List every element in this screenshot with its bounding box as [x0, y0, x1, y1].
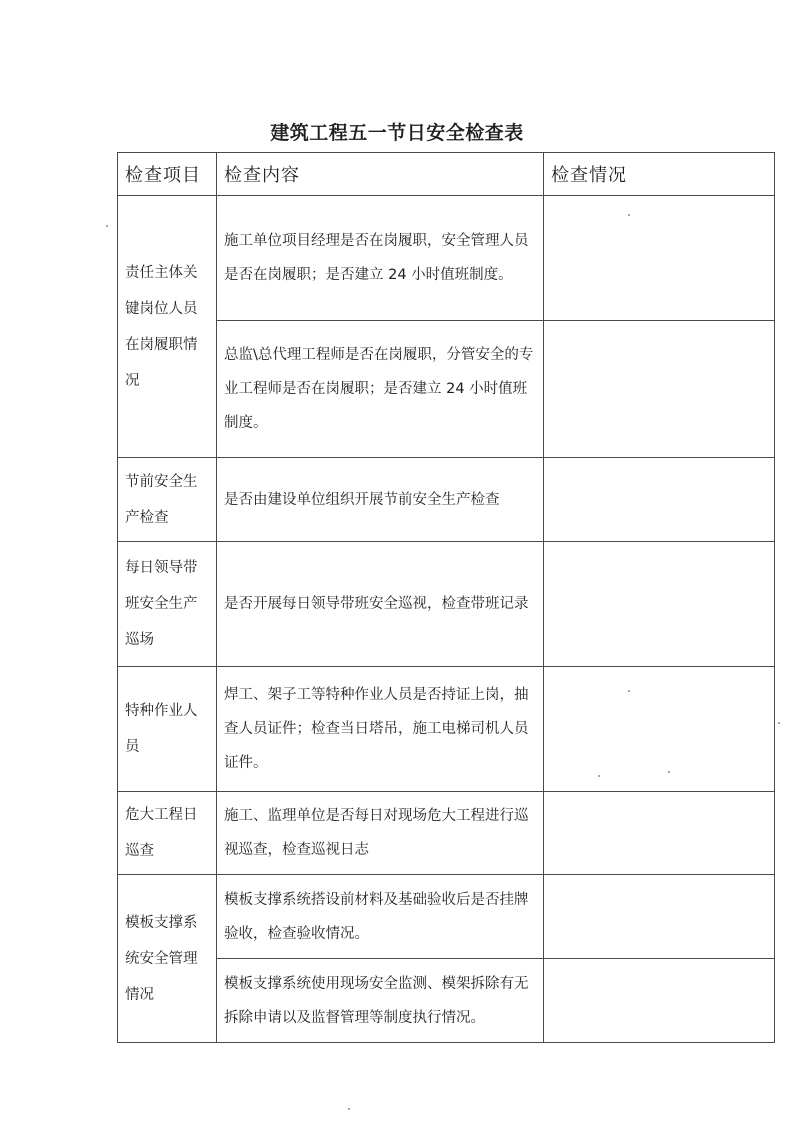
- safety-check-table: [117, 152, 775, 1043]
- check-item-cell: 特种作业人员: [118, 667, 217, 792]
- check-status-cell[interactable]: [544, 542, 775, 667]
- check-status-cell[interactable]: [544, 959, 775, 1043]
- check-content-cell: 是否开展每日领导带班安全巡视，检查带班记录: [217, 542, 544, 667]
- check-content-cell: 模板支撑系统搭设前材料及基础验收后是否挂牌验收，检查验收情况。: [217, 875, 544, 959]
- scan-speck: [668, 771, 670, 773]
- scan-speck: [628, 690, 630, 692]
- check-item-cell: 节前安全生产检查: [118, 458, 217, 542]
- table-row: [118, 458, 775, 542]
- table-row: [118, 959, 775, 1043]
- check-item-cell: 模板支撑系统安全管理情况: [118, 875, 217, 1043]
- check-item-cell: 危大工程日巡查: [118, 792, 217, 875]
- scan-speck: [598, 775, 600, 777]
- header-check-content: 检查内容: [217, 153, 544, 196]
- header-check-item: 检查项目: [118, 153, 217, 196]
- scan-speck: [778, 722, 780, 724]
- check-content-cell: 是否由建设单位组织开展节前安全生产检查: [217, 458, 544, 542]
- check-content-cell: 施工单位项目经理是否在岗履职，安全管理人员是否在岗履职；是否建立 24 小时值班制度。: [217, 196, 544, 321]
- table-header-row: [118, 153, 775, 196]
- check-status-cell[interactable]: [544, 792, 775, 875]
- scan-speck: [348, 1108, 350, 1110]
- check-content-cell: 施工、监理单位是否每日对现场危大工程进行巡视巡查，检查巡视日志: [217, 792, 544, 875]
- scan-speck: [106, 225, 108, 227]
- check-item-cell: 责任主体关键岗位人员在岗履职情况: [118, 196, 217, 458]
- check-status-cell[interactable]: [544, 458, 775, 542]
- check-content-cell: 总监\总代理工程师是否在岗履职，分管安全的专业工程师是否在岗履职；是否建立 24 小时值班制度。: [217, 321, 544, 458]
- check-content-cell: 模板支撑系统使用现场安全监测、模架拆除有无拆除申请以及监督管理等制度执行情况。: [217, 959, 544, 1043]
- table-row: [118, 542, 775, 667]
- table-row: [118, 196, 775, 321]
- check-content-cell: 焊工、架子工等特种作业人员是否持证上岗，抽查人员证件；检查当日塔吊，施工电梯司机人员证件。: [217, 667, 544, 792]
- check-item-cell: 每日领导带班安全生产巡场: [118, 542, 217, 667]
- table-row: [118, 667, 775, 792]
- document-title: 建筑工程五一节日安全检查表: [270, 122, 524, 144]
- check-status-cell[interactable]: [544, 667, 775, 792]
- table-row: [118, 875, 775, 959]
- table-row: [118, 792, 775, 875]
- header-check-status: 检查情况: [544, 153, 775, 196]
- scan-speck: [628, 214, 630, 216]
- check-status-cell[interactable]: [544, 321, 775, 458]
- table-row: [118, 321, 775, 458]
- check-status-cell[interactable]: [544, 196, 775, 321]
- check-status-cell[interactable]: [544, 875, 775, 959]
